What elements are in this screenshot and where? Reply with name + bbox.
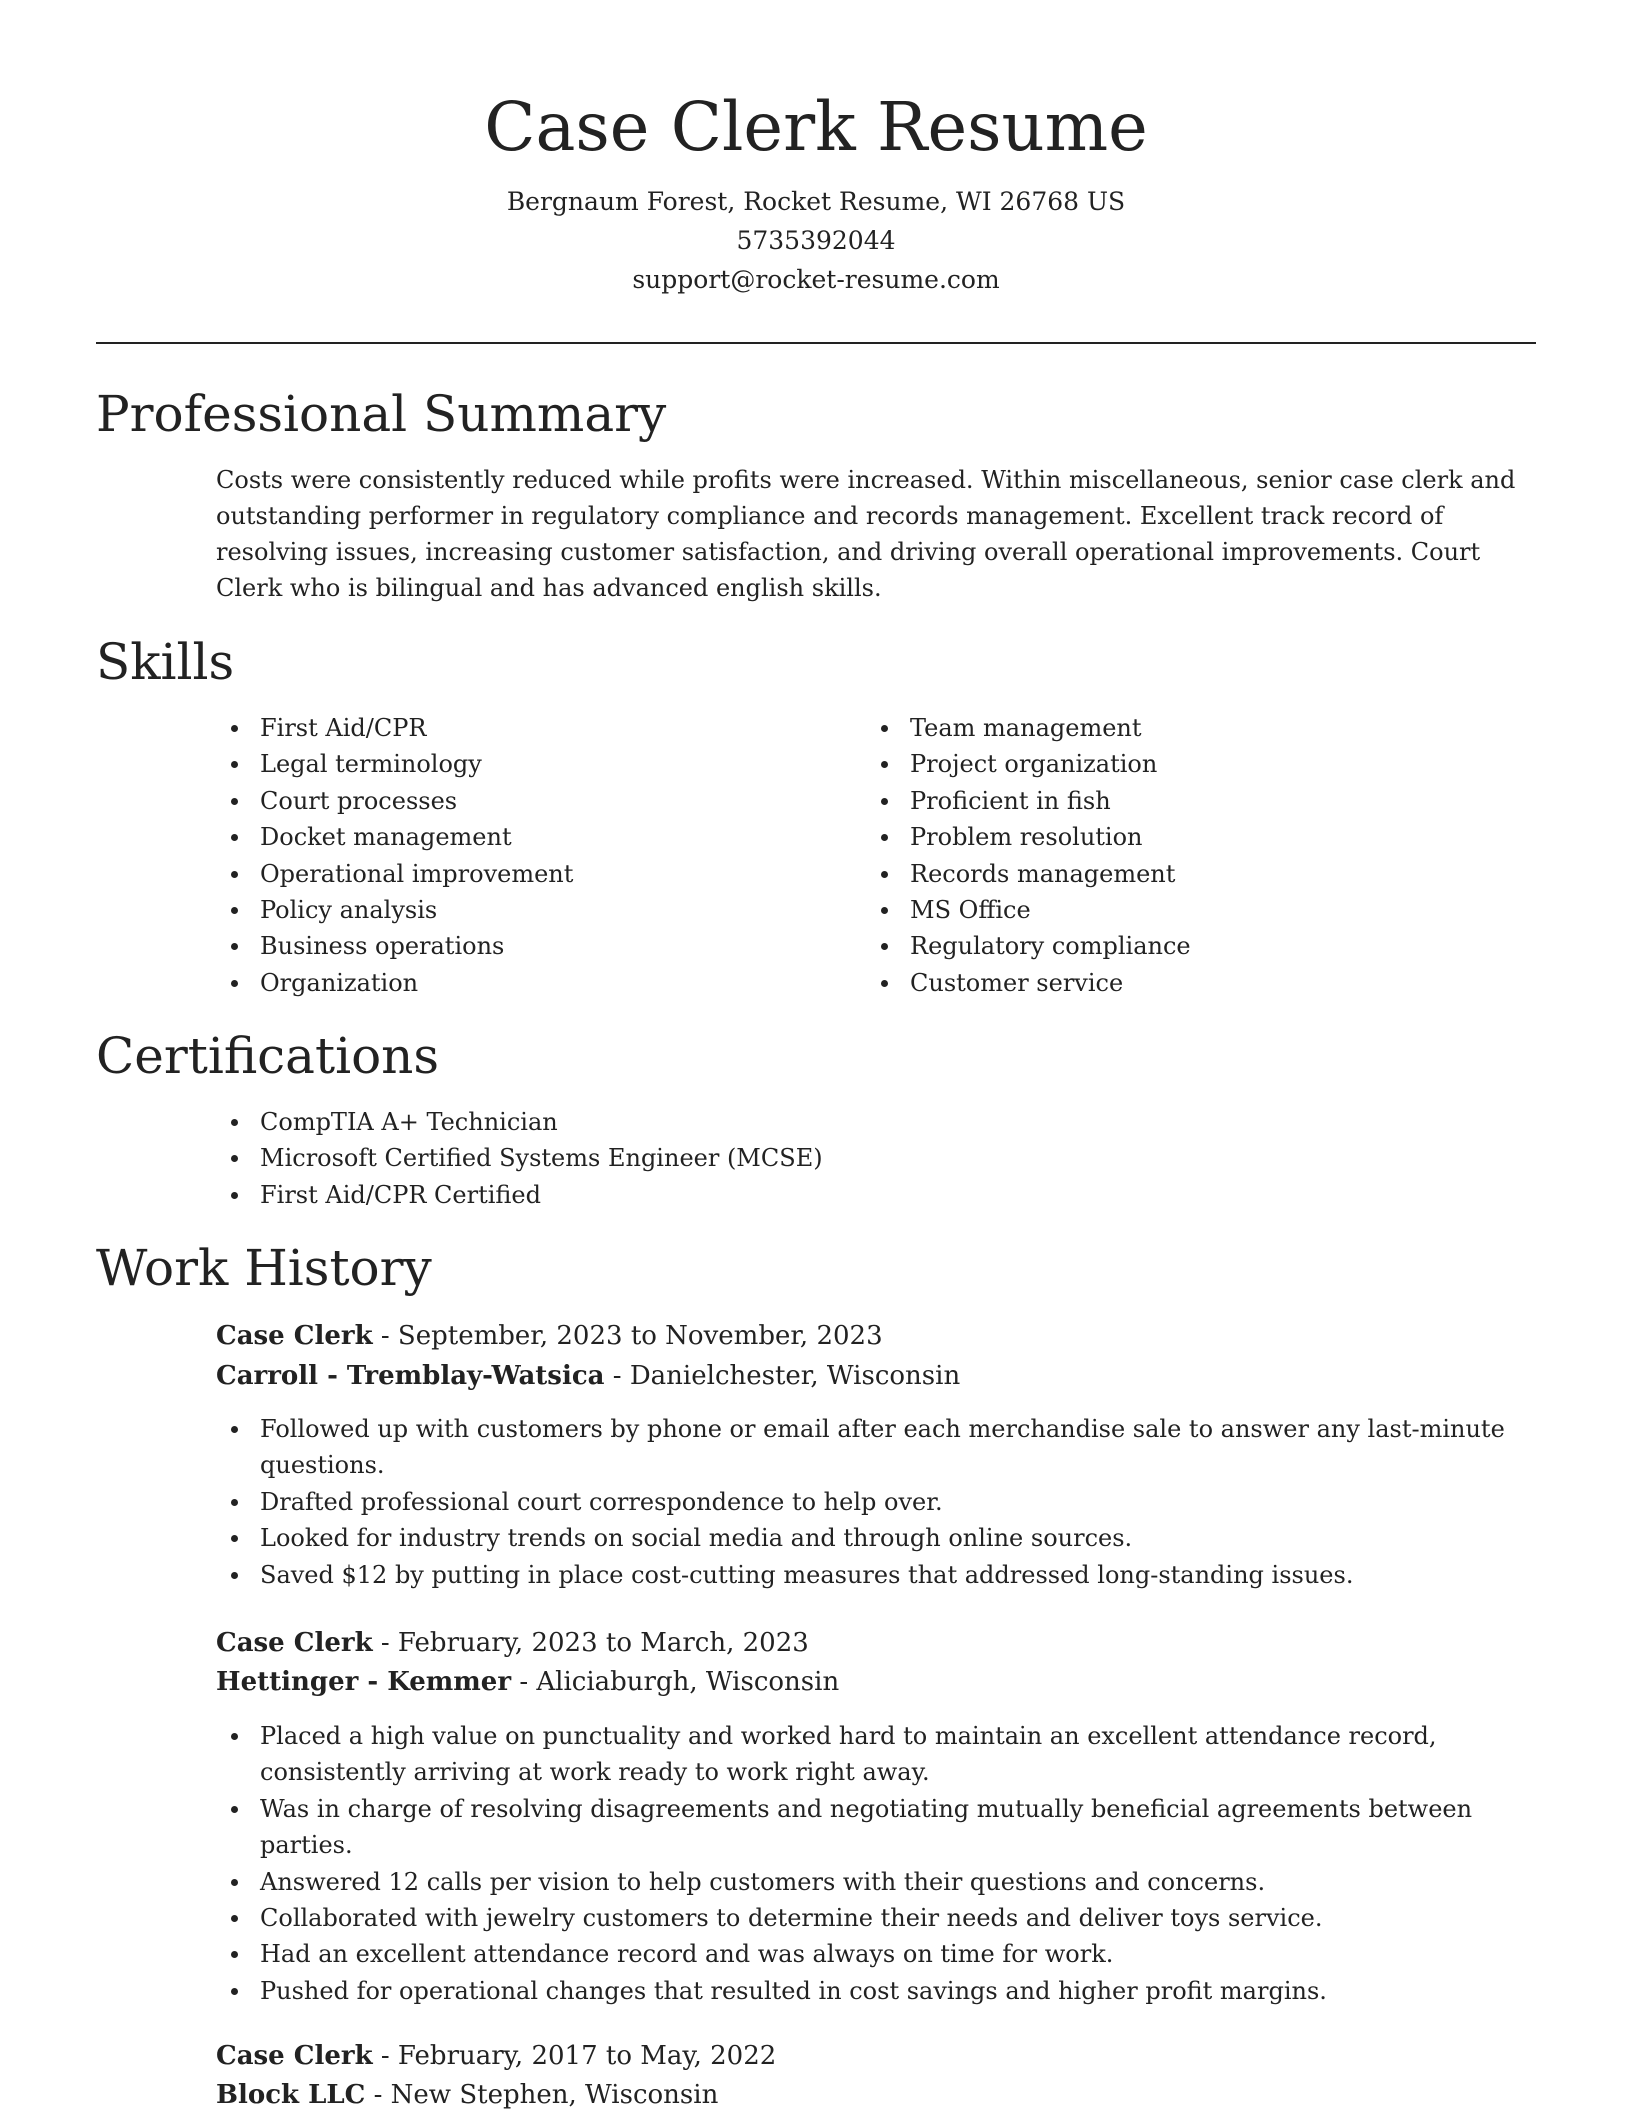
job-role: Case Clerk [216,2041,373,2071]
list-item: Regulatory compliance [866,928,1506,964]
section-title-summary: Professional Summary [96,385,667,443]
resume-title: Case Clerk Resume [484,88,1148,166]
job-company-line [216,1663,839,1701]
list-item: CompTIA A+ Technician [216,1104,1516,1140]
job-title-line [216,1624,809,1662]
job-dates: - February, 2023 to March, 2023 [372,1628,809,1658]
job-location: - Danielchester, Wisconsin [604,1361,961,1391]
job-location: - Aliciaburgh, Wisconsin [511,1667,840,1697]
list-item: Drafted professional court correspondence to help over. [216,1484,1512,1520]
list-item: Proficient in fish [866,783,1506,819]
list-item: Saved $12 by putting in place cost-cutting measures that addressed long-standing issues. [216,1557,1512,1593]
header-divider [96,342,1536,344]
job-title-line [216,2037,776,2075]
section-title-work-history: Work History [96,1239,432,1297]
list-item: Customer service [866,965,1506,1001]
list-item: Problem resolution [866,819,1506,855]
list-item: Looked for industry trends on social media and through online sources. [216,1520,1512,1556]
list-item: First Aid/CPR [216,710,816,746]
contact-block [0,182,1632,299]
list-item: Docket management [216,819,816,855]
list-item: Followed up with customers by phone or email after each merchandise sale to answer any last-minute questions. [216,1411,1512,1484]
skills-list-left [216,710,816,1001]
list-item: Operational improvement [216,856,816,892]
job-role: Case Clerk [216,1321,373,1351]
job-dates: - September, 2023 to November, 2023 [372,1321,883,1351]
job-bullets [216,1718,1512,2009]
job-title-line [216,1317,883,1355]
list-item: Placed a high value on punctuality and worked hard to maintain an excellent attendance record, consistently arriving at work ready to work right away. [216,1718,1512,1791]
list-item: Legal terminology [216,746,816,782]
list-item: Business operations [216,928,816,964]
list-item: First Aid/CPR Certified [216,1177,1516,1213]
job-dates: - February, 2017 to May, 2022 [372,2041,777,2071]
list-item: Team management [866,710,1506,746]
list-item: Was in charge of resolving disagreements and negotiating mutually beneficial agreements between parties. [216,1791,1512,1864]
list-item: Records management [866,856,1506,892]
list-item: Pushed for operational changes that resulted in cost savings and higher profit margins. [216,1973,1512,2009]
section-title-skills: Skills [96,633,235,691]
contact-phone: 5735392044 [736,226,896,255]
job-company: Carroll - Tremblay-Watsica [216,1361,605,1391]
contact-email: support@rocket-resume.com [632,265,1000,294]
contact-address: Bergnaum Forest, Rocket Resume, WI 26768 US [506,187,1126,216]
list-item: Collaborated with jewelry customers to determine their needs and deliver toys service. [216,1900,1512,1936]
job-company: Hettinger - Kemmer [216,1667,512,1697]
job-bullets [216,1411,1512,1593]
job-company: Block LLC [216,2080,366,2110]
certifications-list [216,1104,1516,1213]
list-item: Organization [216,965,816,1001]
list-item: Project organization [866,746,1506,782]
list-item: Microsoft Certified Systems Engineer (MCSE) [216,1140,1516,1176]
resume-header [0,82,1632,299]
job-company-line [216,2076,718,2112]
list-item: Had an excellent attendance record and was always on time for work. [216,1936,1512,1972]
list-item: MS Office [866,892,1506,928]
summary-text: Costs were consistently reduced while profits were increased. Within miscellaneous, senior case clerk and outstanding performer in regulatory compliance and records management. Excellent track record of resolving issues, increasing customer satisfaction, and driving overall operational improvements. Court Clerk who is bilingual and has advanced english skills. [216,466,1516,602]
job-role: Case Clerk [216,1628,373,1658]
list-item: Court processes [216,783,816,819]
section-title-certifications: Certifications [96,1027,440,1085]
job-location: - New Stephen, Wisconsin [365,2080,719,2110]
skills-list-right [866,710,1506,1001]
job-company-line [216,1357,960,1395]
list-item: Answered 12 calls per vision to help customers with their questions and concerns. [216,1864,1512,1900]
list-item: Policy analysis [216,892,816,928]
